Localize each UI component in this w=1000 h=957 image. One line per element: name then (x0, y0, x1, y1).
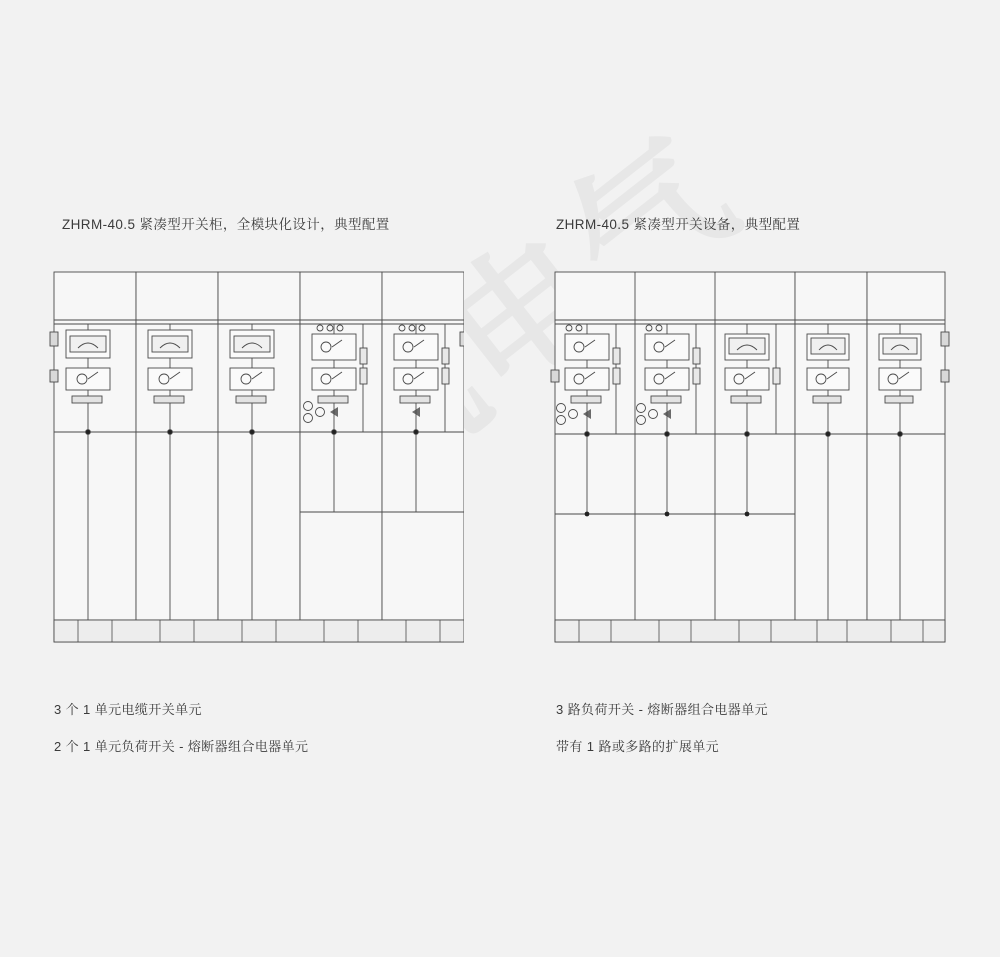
right-figure-drawing (545, 262, 955, 652)
left-figure-title: ZHRM-40.5 紧凑型开关柜，全模块化设计，典型配置 (62, 217, 390, 232)
right-caption-2: 带有 1 路或多路的扩展单元 (556, 739, 720, 754)
right-figure-title: ZHRM-40.5 紧凑型开关设备，典型配置 (556, 217, 801, 232)
left-caption-2: 2 个 1 单元负荷开关 - 熔断器组合电器单元 (54, 739, 309, 754)
left-caption-1: 3 个 1 单元电缆开关单元 (54, 702, 202, 717)
right-caption-1: 3 路负荷开关 - 熔断器组合电器单元 (556, 702, 768, 717)
left-figure-drawing (44, 262, 464, 652)
